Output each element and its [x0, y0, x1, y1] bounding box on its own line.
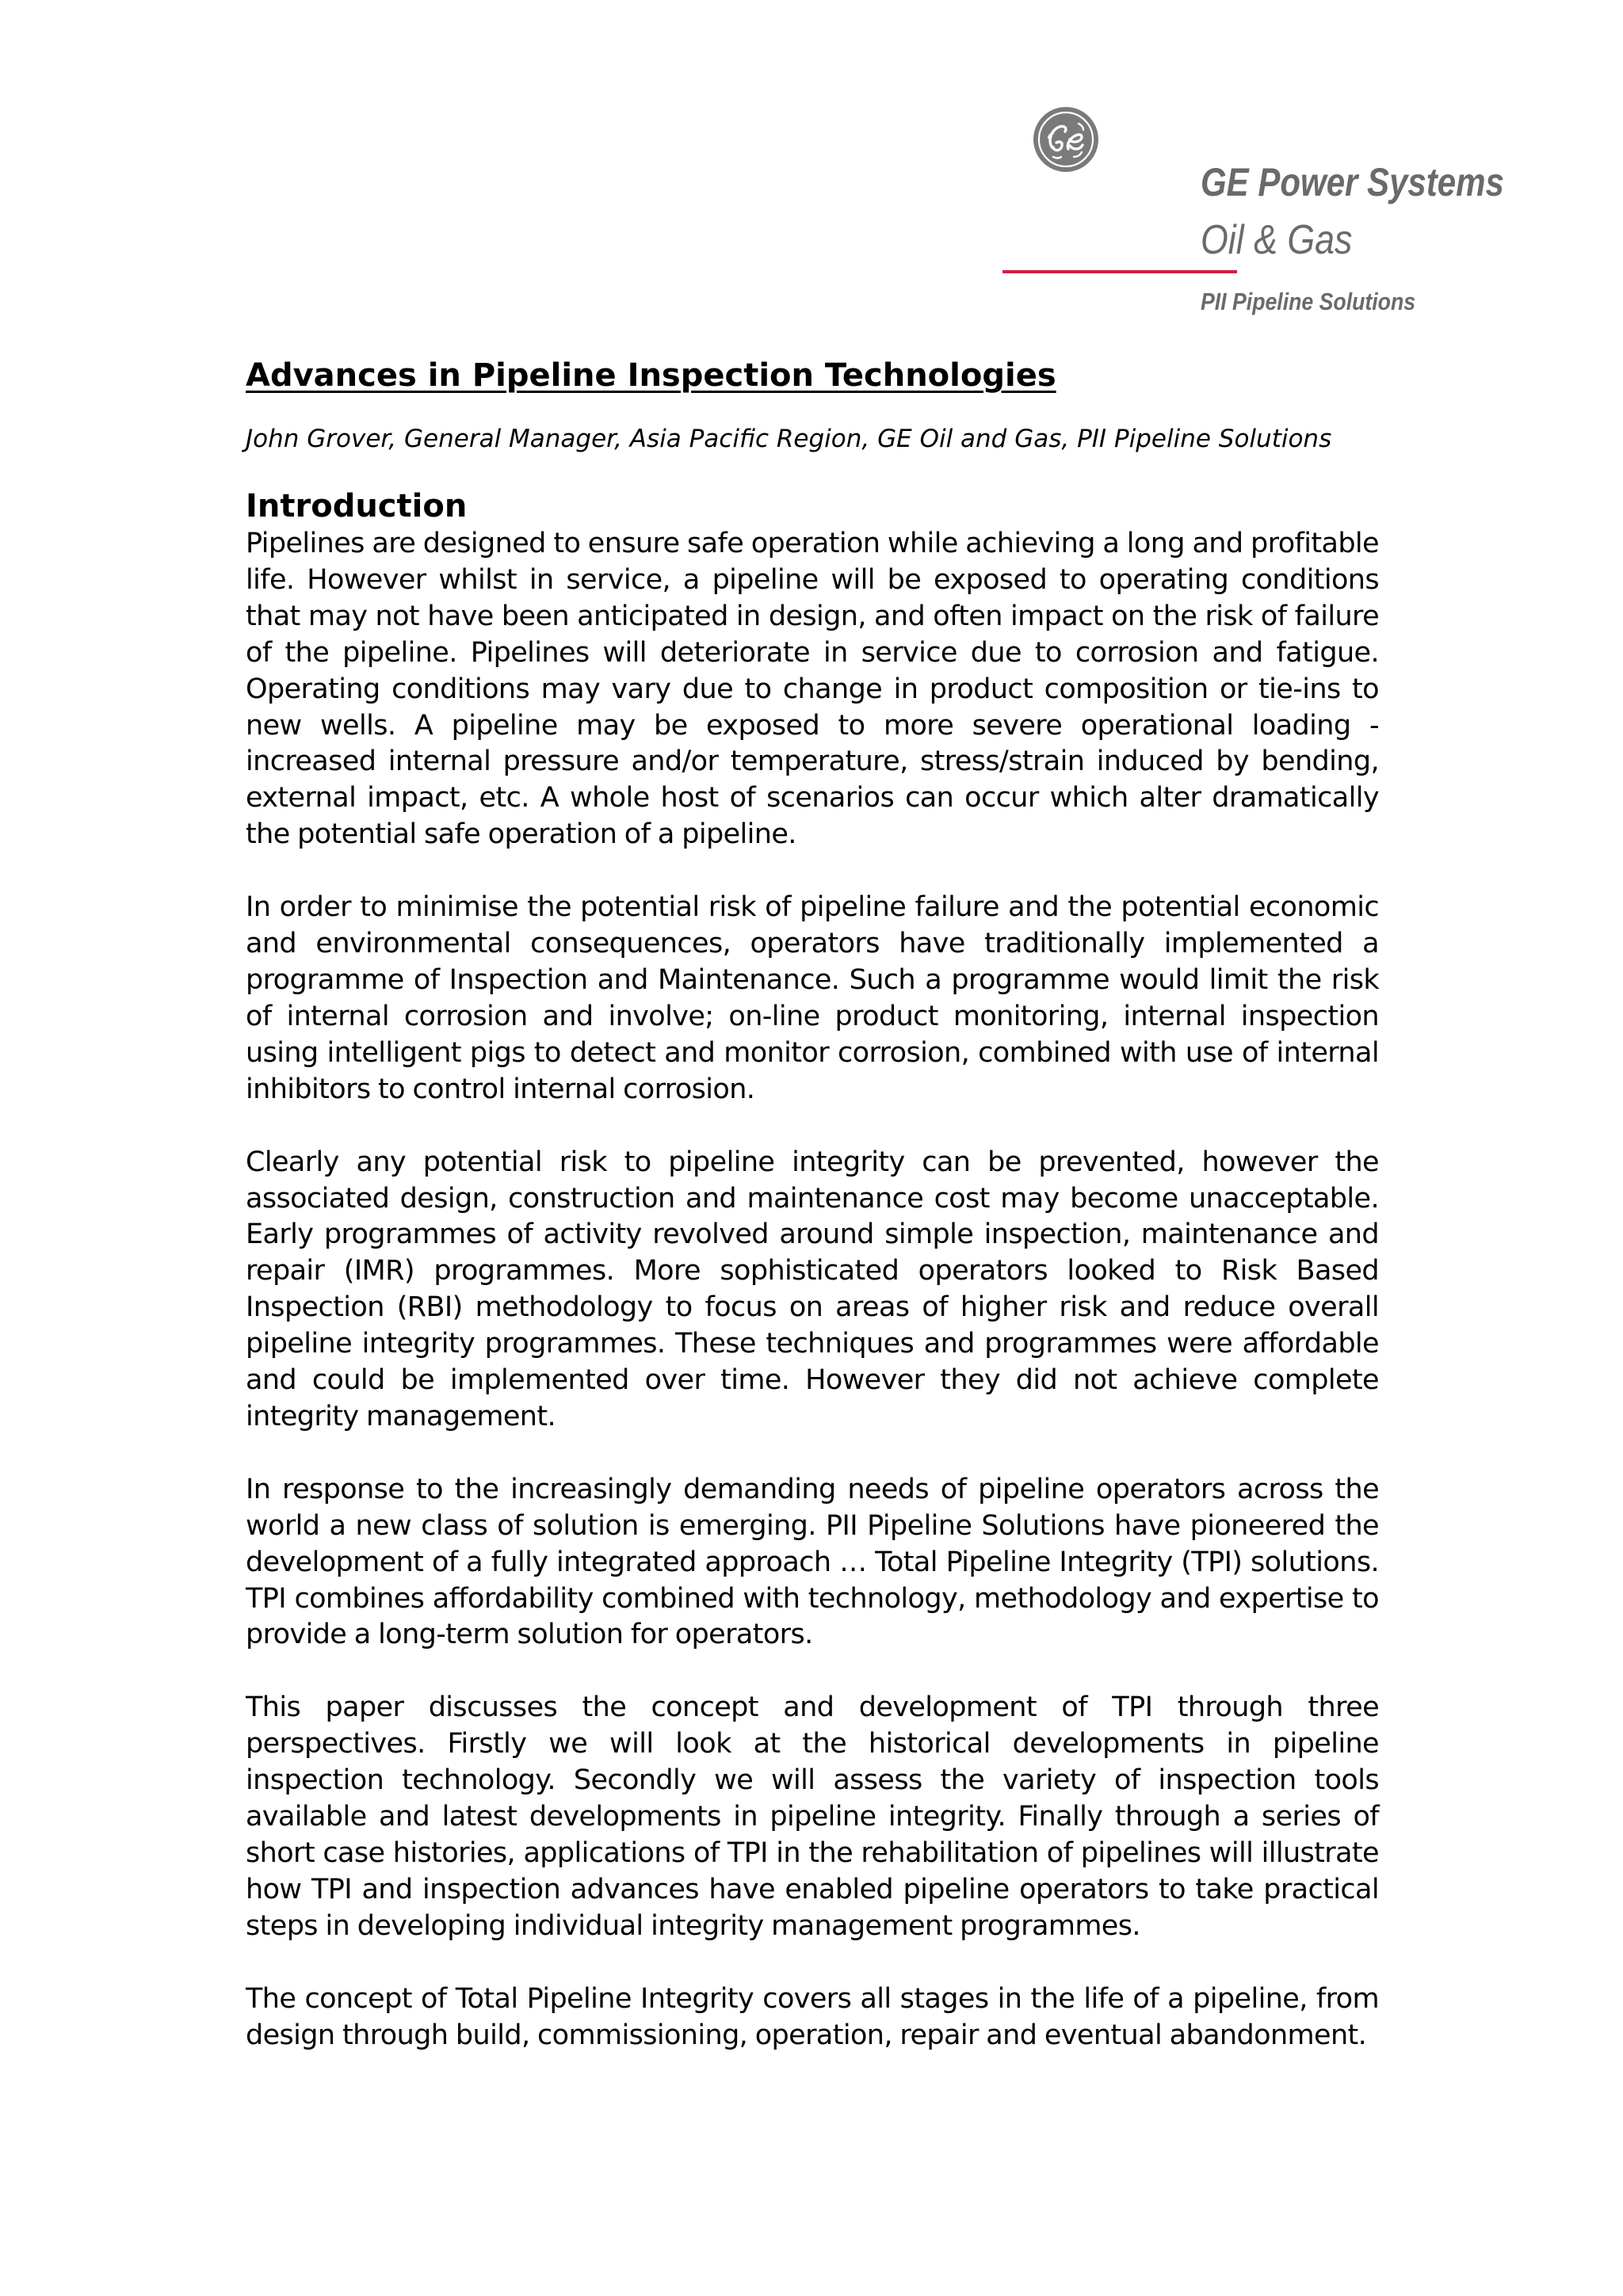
brand-subtitle: Oil & Gas	[1201, 217, 1353, 263]
paragraph: Pipelines are designed to ensure safe operation while achieving a long and profitable life. However whilst in service, a pipeline will be exposed to operating conditions that may not have been anticipated in design, and often impact on the risk of failure of the pipeline. Pipelines will deteriorate in service due to corrosion and fatigue. Operating conditions may vary due to change in product composition or tie-ins to new wells. A pipeline may be exposed to more severe operational loading - increased internal pressure and/or temperature, stress/strain induced by bending, external impact, etc. A whole host of scenarios can occur which alter dramatically the potential safe operation of a pipeline.	[246, 528, 1379, 851]
brand-title: GE Power Systems	[1201, 160, 1504, 204]
paragraph: In order to minimise the potential risk of pipeline failure and the potential economic and environmental consequences, operators have traditionally implemented a programme of Inspection and Maintenance. Such a programme would limit the risk of internal corrosion and involve; on-line product monitoring, internal inspection using intelligent pigs to detect and monitor corrosion, combined with use of internal inhibitors to control internal corrosion.	[246, 891, 1379, 1105]
paper-author-line: John Grover, General Manager, Asia Pacific Region, GE Oil and Gas, PII Pipeline Solutions	[246, 425, 1332, 453]
paper-title: Advances in Pipeline Inspection Technologies	[246, 357, 1056, 394]
ge-monogram-icon	[1033, 106, 1099, 173]
company-logo-block	[0, 0, 1623, 333]
paragraph: The concept of Total Pipeline Integrity covers all stages in the life of a pipeline, from design through build, commissioning, operation, repair and eventual abandonment.	[246, 1982, 1379, 2051]
paper-body	[246, 353, 1379, 2091]
brand-division: PII Pipeline Solutions	[1201, 288, 1416, 315]
introduction-text	[246, 526, 1379, 2054]
section-heading-introduction: Introduction	[246, 488, 468, 524]
paragraph: This paper discusses the concept and development of TPI through three perspectives. Firstly we will look at the historical developments in pipeline inspection technology. Secondly we will assess the variety of inspection tools available and latest developments in pipeline integrity. Finally through a series of short case histories, applications of TPI in the rehabilitation of pipelines will illustrate how TPI and inspection advances have enabled pipeline operators to take practical steps in developing individual integrity management programmes.	[246, 1691, 1379, 1942]
paragraph: In response to the increasingly demanding needs of pipeline operators across the world a new class of solution is emerging. PII Pipeline Solutions have pioneered the development of a fully integrated approach … Total Pipeline Integrity (TPI) solutions. TPI combines affordability combined with technology, methodology and expertise to provide a long-term solution for operators.	[246, 1473, 1379, 1651]
brand-accent-rule	[1002, 270, 1237, 273]
paragraph: Clearly any potential risk to pipeline integrity can be prevented, however the associated design, construction and maintenance cost may become unacceptable. Early programmes of activity revolved around simple inspection, maintenance and repair (IMR) programmes. More sophisticated operators looked to Risk Based Inspection (RBI) methodology to focus on areas of higher risk and reduce overall pipeline integrity programmes. These techniques and programmes were affordable and could be implemented over time. However they did not achieve complete integrity management.	[246, 1146, 1379, 1432]
